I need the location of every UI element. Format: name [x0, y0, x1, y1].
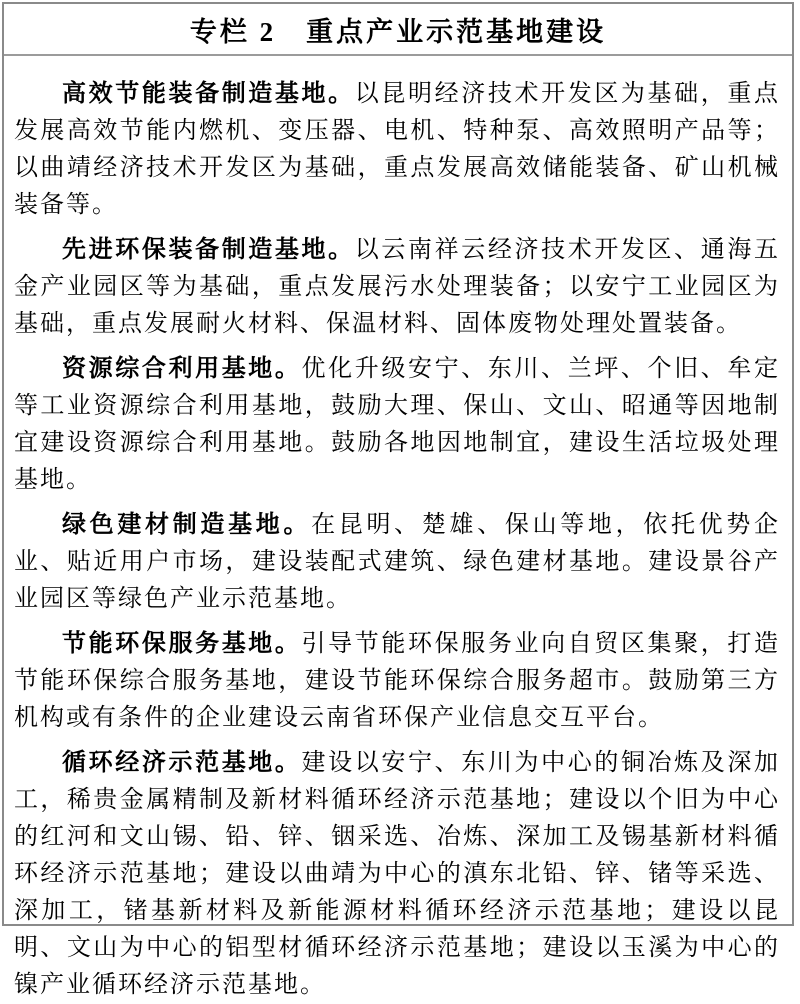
paragraph-resource-utilization [14, 351, 780, 499]
paragraph-text: 引导节能环保服务业向自贸区集聚，打造节能环保综合服务基地，建设节能环保综合服务超市。鼓励第三方机构或有条件的企业建设云南省环保产业信息交互平台。 [14, 631, 781, 731]
paragraph-lead: 资源综合利用基地。 [62, 356, 302, 382]
column-box [2, 2, 794, 998]
paragraph-energy-saving-equipment [14, 76, 780, 224]
paragraph-text: 建设以安宁、东川为中心的铜冶炼及深加工，稀贵金属精制及新材料循环经济示范基地；建设以个旧为中心的红河和文山锡、铅、锌、铟采选、冶炼、深加工及锡基新材料循环经济示范基地；建设以曲靖为中心的滇东北铅、锌、锗等采选、深加工，锗基新材料及新能源材料循环经济示范基地；建设以昆明、文山为中心的铝型材循环经济示范基地；建设以玉溪为中心的镍产业循环经济示范基地。 [14, 750, 781, 998]
paragraph-service-base [14, 626, 780, 737]
paragraph-lead: 节能环保服务基地。 [62, 631, 302, 657]
paragraph-text: 以昆明经济技术开发区为基础，重点发展高效节能内燃机、变压器、电机、特种泵、高效照明产品等；以曲靖经济技术开发区为基础，重点发展高效储能装备、矿山机械装备等。 [14, 81, 781, 218]
paragraph-environmental-equipment [14, 232, 780, 343]
paragraph-lead: 先进环保装备制造基地。 [62, 237, 355, 263]
paragraph-lead: 绿色建材制造基地。 [62, 512, 312, 538]
column-title: 专栏 2 重点产业示范基地建设 [4, 4, 792, 56]
paragraph-text: 以云南祥云经济技术开发区、通海五金产业园区等为基础，重点发展污水处理装备；以安宁工业园区为基础，重点发展耐火材料、保温材料、固体废物处理处置装备。 [14, 237, 781, 337]
paragraph-green-building-materials [14, 507, 780, 618]
paragraph-lead: 高效节能装备制造基地。 [62, 81, 355, 107]
paragraph-circular-economy [14, 745, 780, 1004]
paragraph-lead: 循环经济示范基地。 [62, 750, 302, 776]
paragraph-text: 优化升级安宁、东川、兰坪、个旧、牟定等工业资源综合利用基地，鼓励大理、保山、文山、昭通等因地制宜建设资源综合利用基地。鼓励各地因地制宜，建设生活垃圾处理基地。 [14, 356, 781, 493]
column-body [4, 56, 792, 1004]
paragraph-text: 在昆明、楚雄、保山等地，依托优势企业、贴近用户市场，建设装配式建筑、绿色建材基地。建设景谷产业园区等绿色产业示范基地。 [14, 512, 781, 612]
